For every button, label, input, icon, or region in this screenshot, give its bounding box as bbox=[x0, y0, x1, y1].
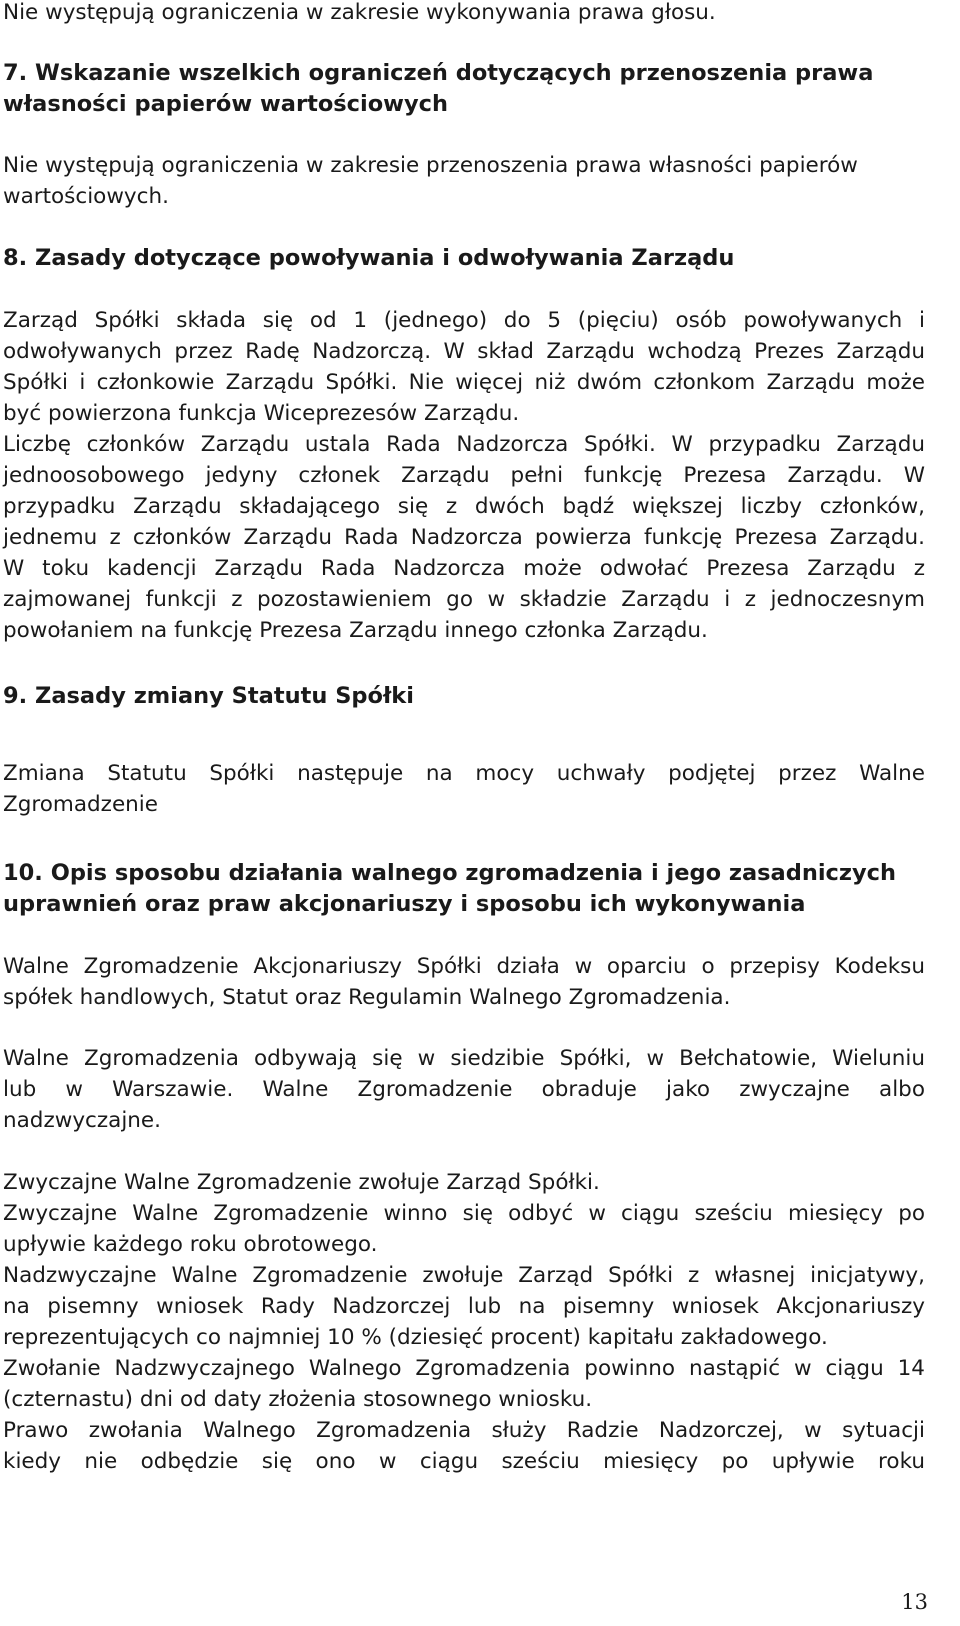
intro-paragraph bbox=[3, 0, 716, 28]
text-line: kiedy nie odbędzie się ono w ciągu sześciu miesięcy po upływie roku bbox=[3, 1449, 925, 1474]
text-line: przypadku Zarządu składającego się z dwóch bądź większej liczby członków, bbox=[3, 494, 925, 519]
text-line: W toku kadencji Zarządu Rada Nadzorcza może odwołać Prezesa Zarządu z bbox=[3, 556, 925, 581]
text-line: Zmiana Statutu Spółki następuje na mocy uchwały podjętej przez Walne bbox=[3, 761, 925, 786]
heading-line: 10. Opis sposobu działania walnego zgromadzenia i jego zasadniczych bbox=[3, 860, 897, 886]
text-line: jednoosobowego jedyny członek Zarządu pełni funkcję Prezesa Zarządu. W bbox=[3, 463, 925, 488]
text-line: jednemu z członków Zarządu Rada Nadzorcza powierza funkcję Prezesa Zarządu. bbox=[3, 525, 925, 550]
section-8-heading bbox=[3, 243, 734, 274]
heading-line: 9. Zasady zmiany Statutu Spółki bbox=[3, 683, 414, 709]
text-line: odwoływanych przez Radę Nadzorczą. W skład Zarządu wchodzą Prezes Zarządu bbox=[3, 339, 925, 364]
heading-line: uprawnień oraz praw akcjonariuszy i sposobu ich wykonywania bbox=[3, 891, 806, 917]
text-line: Zwyczajne Walne Zgromadzenie zwołuje Zarząd Spółki. bbox=[3, 1170, 600, 1195]
text-line: Zgromadzenie bbox=[3, 792, 159, 817]
section-10-paragraph-1 bbox=[3, 951, 925, 1013]
section-10-paragraph-3 bbox=[3, 1167, 925, 1477]
text-line: Zwyczajne Walne Zgromadzenie winno się odbyć w ciągu sześciu miesięcy po bbox=[3, 1201, 925, 1226]
text-line: (czternastu) dni od daty złożenia stosownego wniosku. bbox=[3, 1387, 593, 1412]
text-line: Liczbę członków Zarządu ustala Rada Nadzorcza Spółki. W przypadku Zarządu bbox=[3, 432, 925, 457]
text-line: Walne Zgromadzenia odbywają się w siedzibie Spółki, w Bełchatowie, Wieluniu bbox=[3, 1046, 925, 1071]
section-7-heading bbox=[3, 58, 925, 120]
text-line: na pisemny wniosek Rady Nadzorczej lub na pisemny wniosek Akcjonariuszy bbox=[3, 1294, 925, 1319]
text-line: Nie występują ograniczenia w zakresie wykonywania prawa głosu. bbox=[3, 0, 716, 25]
heading-line: własności papierów wartościowych bbox=[3, 91, 448, 117]
text-line: Prawo zwołania Walnego Zgromadzenia służy Radzie Nadzorczej, w sytuacji bbox=[3, 1418, 925, 1443]
heading-line: 7. Wskazanie wszelkich ograniczeń dotyczących przenoszenia prawa bbox=[3, 60, 874, 86]
page-number: 13 bbox=[901, 1590, 928, 1614]
text-line: Nie występują ograniczenia w zakresie przenoszenia prawa własności papierów bbox=[3, 153, 858, 178]
section-8-paragraph bbox=[3, 305, 925, 646]
text-line: Walne Zgromadzenie Akcjonariuszy Spółki działa w oparciu o przepisy Kodeksu bbox=[3, 954, 925, 979]
text-line: Zwołanie Nadzwyczajnego Walnego Zgromadzenia powinno nastąpić w ciągu 14 bbox=[3, 1356, 925, 1381]
section-9-heading bbox=[3, 681, 414, 712]
heading-line: 8. Zasady dotyczące powoływania i odwoływania Zarządu bbox=[3, 245, 735, 271]
section-9-paragraph bbox=[3, 758, 925, 820]
text-line: być powierzona funkcja Wiceprezesów Zarządu. bbox=[3, 401, 520, 426]
text-line: powołaniem na funkcję Prezesa Zarządu innego członka Zarządu. bbox=[3, 618, 708, 643]
text-line: lub w Warszawie. Walne Zgromadzenie obraduje jako zwyczajne albo bbox=[3, 1077, 925, 1102]
section-10-heading bbox=[3, 858, 925, 920]
section-10-paragraph-2 bbox=[3, 1043, 925, 1136]
text-line: Nadzwyczajne Walne Zgromadzenie zwołuje Zarząd Spółki z własnej inicjatywy, bbox=[3, 1263, 925, 1288]
text-line: reprezentujących co najmniej 10 % (dziesięć procent) kapitału zakładowego. bbox=[3, 1325, 828, 1350]
text-line: upływie każdego roku obrotowego. bbox=[3, 1232, 378, 1257]
text-line: zajmowanej funkcji z pozostawieniem go w składzie Zarządu i z jednoczesnym bbox=[3, 587, 925, 612]
text-line: wartościowych. bbox=[3, 184, 169, 209]
text-line: nadzwyczajne. bbox=[3, 1108, 161, 1133]
text-line: Spółki i członkowie Zarządu Spółki. Nie więcej niż dwóm członkom Zarządu może bbox=[3, 370, 925, 395]
text-line: spółek handlowych, Statut oraz Regulamin Walnego Zgromadzenia. bbox=[3, 985, 731, 1010]
section-7-paragraph bbox=[3, 150, 925, 212]
text-line: Zarząd Spółki składa się od 1 (jednego) do 5 (pięciu) osób powoływanych i bbox=[3, 308, 925, 333]
